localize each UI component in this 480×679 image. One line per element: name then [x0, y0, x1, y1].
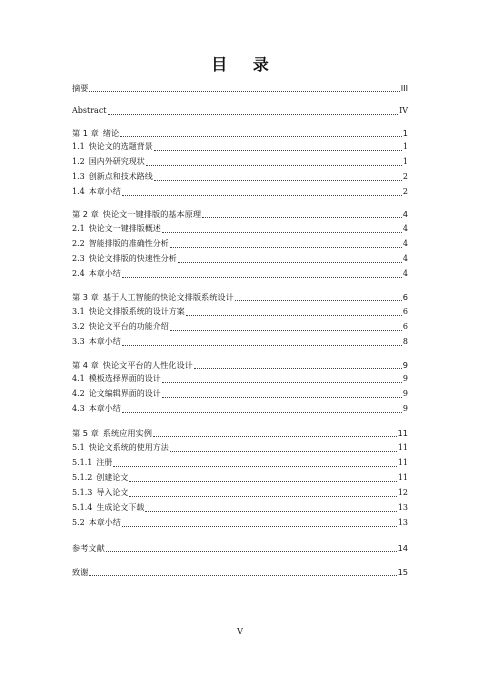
- toc-entry-title: 致谢: [72, 567, 89, 577]
- toc-entry-title: 基于人工智能的快论文排版系统设计: [102, 292, 234, 302]
- toc-entry-title: 摘要: [72, 83, 89, 93]
- toc-entry-page: 1: [402, 128, 408, 138]
- toc-entry: [72, 252, 408, 266]
- toc-entry-title: 注册: [96, 458, 113, 467]
- toc-entry: [72, 358, 408, 372]
- toc-entry: [72, 305, 408, 319]
- toc-entry-page: 4: [402, 239, 408, 248]
- toc-entry-number: 1.1: [72, 142, 85, 151]
- toc-entry-title: 系统应用实例: [102, 428, 152, 438]
- toc-entry-title: Abstract: [72, 106, 107, 115]
- toc-entry-page: 9: [402, 404, 408, 413]
- toc-entry-number: 2.1: [72, 224, 85, 233]
- toc-entry-page: 2: [402, 187, 408, 196]
- toc-entry-title: 模板选择界面的设计: [88, 374, 161, 383]
- toc-entry-number: 2.2: [72, 239, 85, 248]
- toc-entry-page: 14: [397, 543, 408, 553]
- page-number: V: [237, 627, 243, 636]
- toc-entry-page: IV: [399, 106, 408, 115]
- toc-entry-page: 11: [397, 428, 408, 438]
- toc-entry-page: 4: [402, 254, 408, 263]
- dot-leader: [235, 300, 402, 301]
- toc-entry-title: 本章小结: [88, 404, 121, 413]
- toc-entry-title: 本章小结: [88, 187, 121, 196]
- dot-leader: [122, 277, 402, 278]
- toc-entry-title: 智能排版的准确性分析: [88, 239, 169, 248]
- toc-entry-number: 1.4: [72, 187, 85, 196]
- toc-entry: [72, 426, 408, 440]
- dot-leader: [194, 368, 402, 369]
- dot-leader: [162, 382, 402, 383]
- toc-entry: [72, 402, 408, 416]
- toc-entry: [72, 320, 408, 334]
- toc-entry-title: 国内外研究现状: [88, 157, 145, 166]
- toc-entry: [72, 104, 408, 118]
- dot-leader: [162, 397, 402, 398]
- toc-entry: [72, 126, 408, 140]
- toc-entry-page: 15: [397, 567, 408, 577]
- toc-entry: [72, 290, 408, 304]
- toc-entry-title: 快论文系统的使用方法: [88, 443, 169, 452]
- toc-entry: [72, 222, 408, 236]
- toc-entry-title: 参考文献: [72, 543, 105, 553]
- toc-entry-number: 4.3: [72, 404, 85, 413]
- page-title: 目 录: [211, 55, 279, 74]
- toc-entry-page: 6: [402, 307, 408, 316]
- dot-leader: [106, 551, 397, 552]
- toc-entry-number: 5.1.1: [72, 458, 93, 467]
- dot-leader: [122, 345, 402, 346]
- toc-entry: [72, 541, 408, 555]
- toc-entry-number: 第 3 章: [72, 292, 99, 302]
- toc-entry-page: 12: [397, 488, 408, 497]
- toc-entry-page: 13: [397, 503, 408, 512]
- toc-entry-number: 第 5 章: [72, 428, 99, 438]
- dot-leader: [120, 136, 402, 137]
- toc-entry-title: 快论文一键排版的基本原理: [102, 209, 202, 219]
- toc-entry: [72, 140, 408, 154]
- toc-entry-title: 本章小结: [88, 518, 121, 527]
- toc-entry: [72, 185, 408, 199]
- dot-leader: [122, 412, 402, 413]
- toc-entry: [72, 516, 408, 530]
- toc-entry-page: 11: [397, 473, 408, 482]
- toc-entry-page: 1: [402, 142, 408, 151]
- toc-entry-title: 本章小结: [88, 269, 121, 278]
- dot-leader: [170, 247, 402, 248]
- toc-entry-number: 1.3: [72, 172, 85, 181]
- toc-entry-number: 5.1.2: [72, 473, 93, 482]
- toc-entry-page: 6: [402, 322, 408, 331]
- toc-entry-number: 3.3: [72, 337, 85, 346]
- toc-entry-title: 快论文的选题背景: [88, 142, 153, 151]
- toc-entry: [72, 170, 408, 184]
- dot-leader: [122, 526, 397, 527]
- toc-entry: [72, 501, 408, 515]
- toc-entry-title: 快论文一键排版概述: [88, 224, 161, 233]
- toc-entry-title: 快论文排版的快速性分析: [88, 254, 177, 263]
- toc-entry: [72, 335, 408, 349]
- toc-entry-page: 11: [397, 458, 408, 467]
- toc-entry-page: 9: [402, 360, 408, 370]
- toc-entry-number: 2.4: [72, 269, 85, 278]
- toc-entry-page: 4: [402, 224, 408, 233]
- toc-entry-page: 4: [402, 269, 408, 278]
- toc-entry-title: 论文编辑界面的设计: [88, 389, 161, 398]
- toc-entry-title: 绪论: [102, 128, 120, 138]
- toc-entry: [72, 267, 408, 281]
- dot-leader: [145, 511, 396, 512]
- dot-leader: [89, 575, 396, 576]
- toc-entry-number: 4.2: [72, 389, 85, 398]
- dot-leader: [89, 91, 399, 92]
- toc-entry: [72, 471, 408, 485]
- dot-leader: [170, 330, 402, 331]
- toc-entry-title: 快论文平台的人性化设计: [102, 360, 193, 370]
- toc-entry-number: 3.2: [72, 322, 85, 331]
- toc-entry-number: 第 2 章: [72, 209, 99, 219]
- dot-leader: [129, 496, 396, 497]
- toc-entry-title: 本章小结: [88, 337, 121, 346]
- toc-entry-page: 9: [402, 374, 408, 383]
- toc-entry-page: 2: [402, 172, 408, 181]
- dot-leader: [146, 165, 402, 166]
- dot-leader: [162, 232, 402, 233]
- toc-entry-title: 创新点和技术路线: [88, 172, 153, 181]
- toc-entry-title: 导入论文: [96, 488, 129, 497]
- toc-entry: [72, 565, 408, 579]
- toc-entry: [72, 486, 408, 500]
- toc-entry-page: 13: [397, 518, 408, 527]
- toc-entry: [72, 441, 408, 455]
- toc-entry: [72, 81, 408, 95]
- dot-leader: [154, 180, 402, 181]
- toc-entry-number: 第 1 章: [72, 128, 99, 138]
- toc-entry-number: 5.1.3: [72, 488, 93, 497]
- toc-entry-number: 5.2: [72, 518, 85, 527]
- toc-entry-page: 1: [402, 157, 408, 166]
- dot-leader: [202, 217, 402, 218]
- toc-entry-title: 快论文平台的功能介绍: [88, 322, 169, 331]
- dot-leader: [122, 195, 402, 196]
- dot-leader: [108, 114, 399, 115]
- dot-leader: [170, 451, 397, 452]
- toc-entry-title: 快论文排版系统的设计方案: [88, 307, 185, 316]
- toc-entry: [72, 387, 408, 401]
- toc-entry-number: 2.3: [72, 254, 85, 263]
- toc-entry-page: 11: [397, 443, 408, 452]
- toc-entry-number: 第 4 章: [72, 360, 99, 370]
- dot-leader: [154, 150, 402, 151]
- toc-entry-number: 5.1.4: [72, 503, 93, 512]
- toc-entry-title: 生成论文下载: [96, 503, 145, 512]
- dot-leader: [129, 481, 396, 482]
- toc-entry: [72, 372, 408, 386]
- toc-entry-title: 创建论文: [96, 473, 129, 482]
- toc-entry-page: III: [400, 83, 408, 93]
- toc-entry-number: 4.1: [72, 374, 85, 383]
- toc-entry: [72, 456, 408, 470]
- toc-entry-page: 8: [402, 337, 408, 346]
- toc-entry-page: 6: [402, 292, 408, 302]
- toc-entry-number: 1.2: [72, 157, 85, 166]
- toc-entry-page: 4: [402, 209, 408, 219]
- toc-entry-page: 9: [402, 389, 408, 398]
- toc-entry: [72, 237, 408, 251]
- toc-entry: [72, 207, 408, 221]
- dot-leader: [113, 466, 396, 467]
- toc-entry-number: 3.1: [72, 307, 85, 316]
- toc-entry-number: 5.1: [72, 443, 85, 452]
- dot-leader: [186, 315, 402, 316]
- dot-leader: [153, 436, 397, 437]
- toc-entry: [72, 155, 408, 169]
- dot-leader: [178, 262, 402, 263]
